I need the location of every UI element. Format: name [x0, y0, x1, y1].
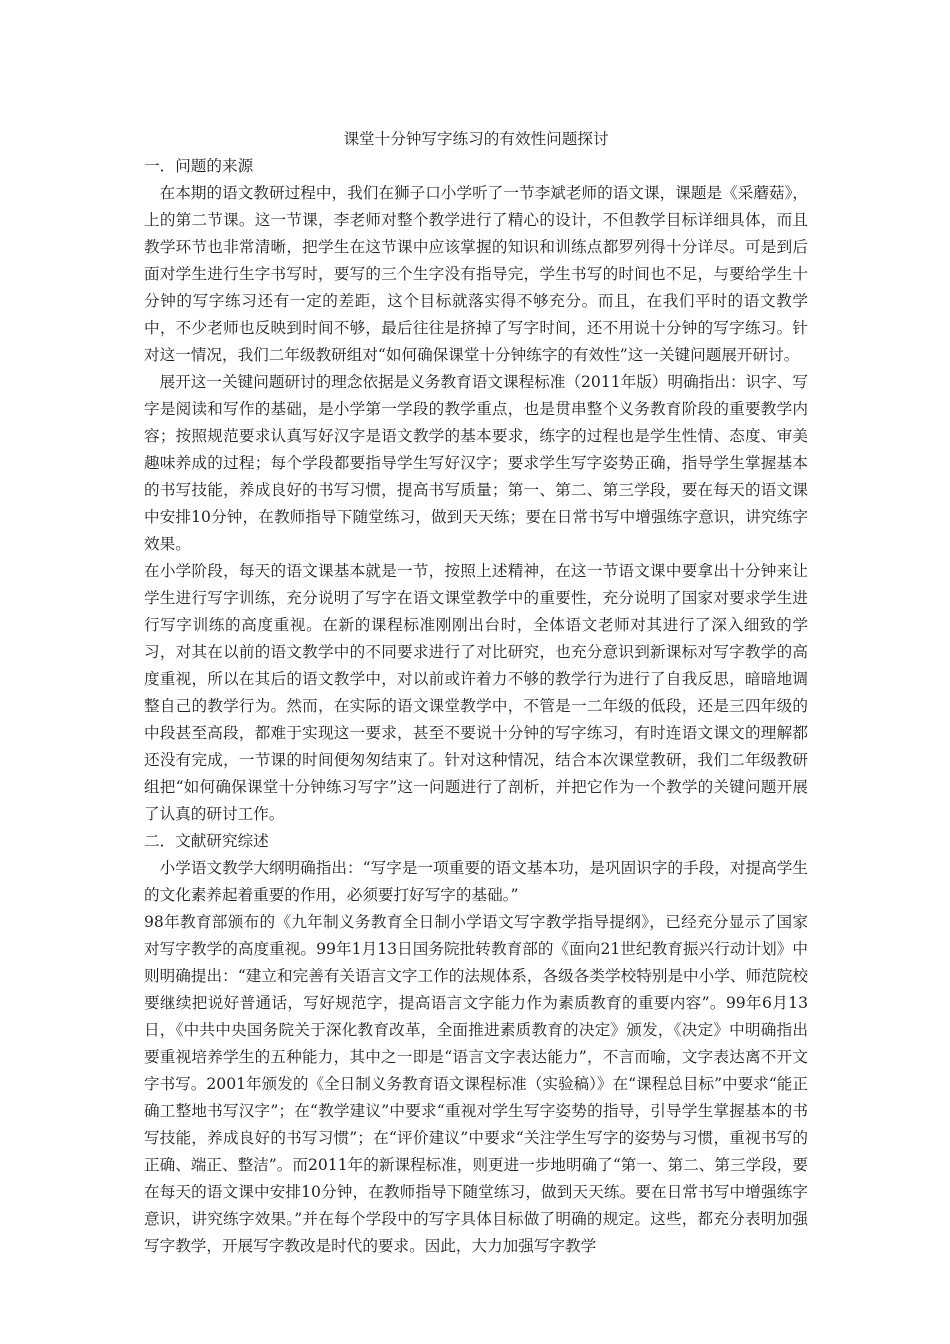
page-title: 课堂十分钟写字练习的有效性问题探讨 — [343, 130, 609, 148]
paragraph: 小学语文教学大纲明确指出：“写字是一项重要的语文基本功，是巩固识字的手段，对提高学生的文化素养起着重要的作用，必须要打好写字的基础。” — [144, 859, 808, 904]
section-heading-2: 二．文献研究综述 — [144, 832, 269, 850]
paragraph: 展开这一关键问题研讨的理念依据是义务教育语文课程标准（2011年版）明确指出：识字、写字是阅读和写作的基础，是小学第一学段的教学重点，也是贯串整个义务教育阶段的重要教学内容；按照规范要求认真写好汉字是语文教学的基本要求，练字的过程也是学生性情、态度、审美趣味养成的过程；每个学段都要指导学生写好汉字；要求学生写字姿势正确，指导学生掌握基本的书写技能，养成良好的书写习惯，提高书写质量；第一、第二、第三学段，要在每天的语文课中安排10分钟，在教师指导下随堂练习，做到天天练；要在日常书写中增强练字意识，讲究练字效果。 — [144, 373, 808, 553]
paragraph: 在本期的语文教研过程中，我们在狮子口小学听了一节李斌老师的语文课，课题是《采蘑菇》，上的第二节课。这一节课，李老师对整个教学进行了精心的设计，不但教学目标详细具体，而且教学环节也非常清晰，把学生在这节课中应该掌握的知识和训练点都罗列得十分详尽。可是到后面对学生进行生字书写时，要写的三个生字没有指导完，学生书写的时间也不足，与要给学生十分钟的写字练习还有一定的差距，这个目标就落实得不够充分。而且，在我们平时的语文教学中，不少老师也反映到时间不够，最后往往是挤掉了写字时间，还不用说十分钟的写字练习。针对这一情况，我们二年级教研组对“如何确保课堂十分钟练字的有效性”这一关键问题展开研讨。 — [144, 184, 808, 364]
section-heading-1: 一．问题的来源 — [144, 157, 254, 175]
paragraph: 在小学阶段，每天的语文课基本就是一节，按照上述精神，在这一节语文课中要拿出十分钟来让学生进行写字训练，充分说明了写字在语文课堂教学中的重要性，充分说明了国家对要求学生进行写字训练的高度重视。在新的课程标准刚刚出台时，全体语文老师对其进行了深入细致的学习，对其在以前的语文教学中的不同要求进行了对比研究，也充分意识到新课标对写字教学的高度重视，所以在其后的语文教学中，对以前或许着力不够的教学行为进行了自我反思，暗暗地调整自己的教学行为。然而，在实际的语文课堂教学中，不管是一二年级的低段，还是三四年级的中段甚至高段，都难于实现这一要求，甚至不要说十分钟的写字练习，有时连语文课文的理解都还没有完成，一节课的时间便匆匆结束了。针对这种情况，结合本次课堂教研，我们二年级教研组把“如何确保课堂十分钟练习写字”这一问题进行了剖析，并把它作为一个教学的关键问题开展了认真的研讨工作。 — [144, 562, 808, 823]
paragraph: 98年教育部颁布的《九年制义务教育全日制小学语文写字教学指导提纲》，已经充分显示了国家对写字教学的高度重视。99年1月13日国务院批转教育部的《面向21世纪教育振兴行动计划》中则明确提出：“建立和完善有关语言文字工作的法规体系，各级各类学校特别是中小学、师范院校要继续把说好普通话，写好规范字，提高语言文字能力作为素质教育的重要内容”。99年6月13日，《中共中央国务院关于深化教育改革，全面推进素质教育的决定》颁发，《决定》中明确指出要重视培养学生的五种能力，其中之一即是“语言文字表达能力”，不言而喻，文字表达离不开文字书写。2001年颁发的《全日制义务教育语文课程标准（实验稿）》在“课程总目标”中要求“能正确工整地书写汉字”；在“教学建议”中要求“重视对学生写字姿势的指导，引导学生掌握基本的书写技能，养成良好的书写习惯”；在“评价建议”中要求“关注学生写字的姿势与习惯，重视书写的正确、端正、整洁”。而2011年的新课程标准，则更进一步地明确了“第一、第二、第三学段，要在每天的语文课中安排10分钟，在教师指导下随堂练习，做到天天练。要在日常书写中增强练字意识，讲究练字效果。”并在每个学段中的写字具体目标做了明确的规定。这些，都充分表明加强写字教学，开展写字教改是时代的要求。因此，大力加强写字教学 — [144, 913, 808, 1255]
document-page — [144, 126, 808, 1260]
